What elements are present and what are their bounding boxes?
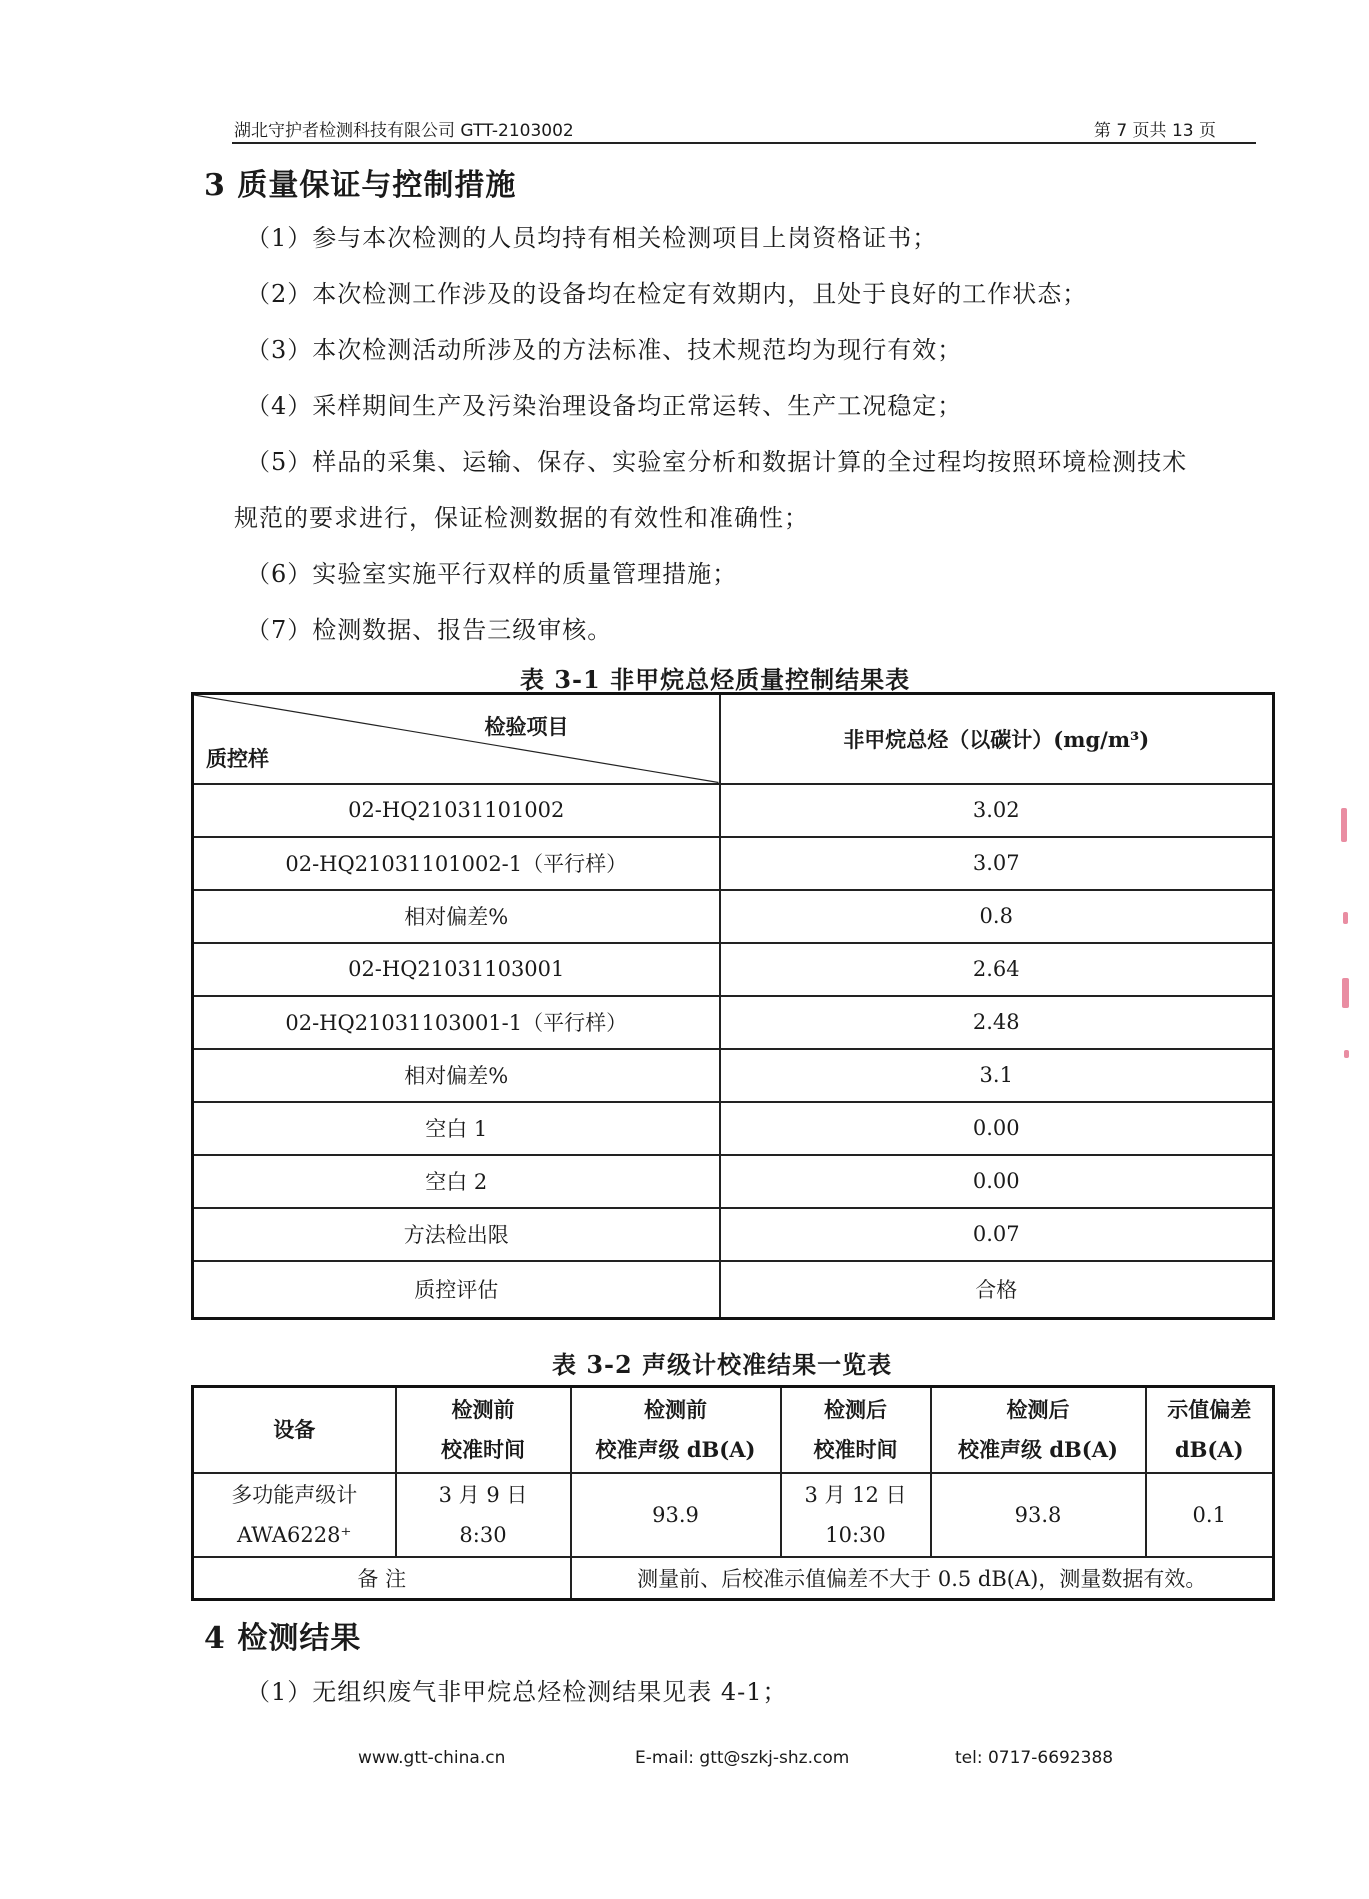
value-cell: 2.64 — [720, 943, 1274, 996]
section-3-item: （6）实验室实施平行双样的质量管理措施； — [246, 560, 738, 588]
value-cell: 3.07 — [720, 837, 1274, 890]
device-name: 多功能声级计 — [231, 1483, 358, 1507]
header-cell — [931, 1387, 1146, 1474]
table-row — [193, 996, 1274, 1049]
table-row — [193, 890, 1274, 943]
company-doc-id: 湖北守护者检测科技有限公司 GTT-2103002 — [234, 121, 574, 141]
value-cell: 0.07 — [720, 1208, 1274, 1261]
note-row — [193, 1557, 1274, 1600]
seal-fragment — [1344, 1050, 1349, 1058]
pre-date: 3 月 9 日 — [438, 1483, 528, 1507]
table-3-2 — [191, 1385, 1275, 1601]
device-cell — [193, 1473, 396, 1557]
section-3-item: （5）样品的采集、运输、保存、实验室分析和数据计算的全过程均按照环境检测技术 — [246, 448, 1188, 476]
header-cell — [571, 1387, 781, 1474]
section-4-title: 4 检测结果 — [204, 1621, 362, 1656]
sample-cell: 相对偏差% — [193, 1049, 720, 1102]
table-row — [193, 1102, 1274, 1155]
note-text: 测量前、后校准示值偏差不大于 0.5 dB(A)，测量数据有效。 — [571, 1557, 1274, 1600]
section-3-item: （1）参与本次检测的人员均持有相关检测项目上岗资格证书； — [246, 224, 938, 252]
header-cell — [781, 1387, 931, 1474]
sample-cell: 空白 2 — [193, 1155, 720, 1208]
pre-level-cell: 93.9 — [571, 1473, 781, 1557]
sample-cell: 02-HQ21031103001 — [193, 943, 720, 996]
sample-cell: 02-HQ21031103001-1（平行样） — [193, 996, 720, 1049]
section-4-item: （1）无组织废气非甲烷总烃检测结果见表 4-1； — [246, 1678, 788, 1706]
page-number: 第 7 页共 13 页 — [1093, 121, 1216, 141]
value-cell: 3.1 — [720, 1049, 1274, 1102]
pre-time-cell — [396, 1473, 571, 1557]
seal-fragment — [1343, 912, 1348, 924]
footer-phone: tel: 0717-6692388 — [955, 1748, 1114, 1768]
header-line: 校准声级 dB(A) — [958, 1437, 1118, 1462]
section-3-item: （2）本次检测工作涉及的设备均在检定有效期内，且处于良好的工作状态； — [246, 280, 1088, 308]
post-date: 3 月 12 日 — [804, 1483, 907, 1507]
section-3-item: （7）检测数据、报告三级审核。 — [246, 616, 613, 644]
sample-cell: 02-HQ21031101002-1（平行样） — [193, 837, 720, 890]
header-line: 校准时间 — [813, 1437, 898, 1462]
sample-cell: 空白 1 — [193, 1102, 720, 1155]
footer-email: E-mail: gtt@szkj-shz.com — [635, 1748, 850, 1768]
table-row — [193, 1473, 1274, 1557]
header-cell — [193, 1387, 396, 1474]
value-cell: 0.8 — [720, 890, 1274, 943]
post-time: 10:30 — [825, 1523, 886, 1547]
header-cell — [396, 1387, 571, 1474]
seal-fragment — [1341, 808, 1347, 842]
value-cell: 合格 — [720, 1261, 1274, 1319]
header-line: 校准时间 — [441, 1437, 525, 1462]
section-3-item: （4）采样期间生产及污染治理设备均正常运转、生产工况稳定； — [246, 392, 963, 420]
section-3-title: 3 质量保证与控制措施 — [204, 168, 517, 203]
header-line: 检测后 — [824, 1397, 887, 1422]
header-device: 设备 — [273, 1417, 316, 1442]
header-line: dB(A) — [1174, 1437, 1244, 1462]
table-row — [193, 1049, 1274, 1102]
note-label: 备 注 — [193, 1557, 571, 1600]
nmhc-column-header: 非甲烷总烃（以碳计）(mg/m³) — [720, 694, 1274, 784]
value-cell: 0.00 — [720, 1155, 1274, 1208]
pre-time: 8:30 — [459, 1523, 507, 1547]
value-cell: 0.00 — [720, 1102, 1274, 1155]
value-cell: 3.02 — [720, 784, 1274, 837]
page-header — [232, 114, 1256, 144]
sample-cell: 质控评估 — [193, 1261, 720, 1319]
table-header-row — [193, 1387, 1274, 1474]
post-time-cell — [781, 1473, 931, 1557]
sample-cell: 相对偏差% — [193, 890, 720, 943]
table-3-2-title: 表 3-2 声级计校准结果一览表 — [552, 1350, 893, 1379]
sample-cell: 02-HQ21031101002 — [193, 784, 720, 837]
header-line: 示值偏差 — [1167, 1397, 1252, 1422]
header-cell — [1146, 1387, 1274, 1474]
deviation-cell: 0.1 — [1146, 1473, 1274, 1557]
post-level-cell: 93.8 — [931, 1473, 1146, 1557]
table-row — [193, 784, 1274, 837]
table-row — [193, 943, 1274, 996]
table-row — [193, 837, 1274, 890]
header-line: 检测后 — [1006, 1397, 1070, 1422]
inspection-item-label: 检验项目 — [484, 714, 569, 739]
table-row — [193, 1261, 1274, 1319]
qc-sample-label: 质控样 — [206, 745, 269, 771]
section-3-item: （3）本次检测活动所涉及的方法标准、技术规范均为现行有效； — [246, 336, 963, 364]
diagonal-header-cell — [193, 694, 720, 784]
diagonal-line — [194, 695, 719, 783]
header-line: 校准声级 dB(A) — [595, 1437, 756, 1462]
sample-cell: 方法检出限 — [193, 1208, 720, 1261]
table-header-row — [193, 694, 1274, 784]
seal-fragment — [1342, 978, 1349, 1008]
table-row — [193, 1208, 1274, 1261]
header-line: 检测前 — [451, 1397, 515, 1422]
table-row — [193, 1155, 1274, 1208]
table-3-1 — [191, 692, 1275, 1320]
footer-website: www.gtt-china.cn — [358, 1748, 506, 1768]
table-3-1-title: 表 3-1 非甲烷总烃质量控制结果表 — [520, 665, 911, 694]
header-line: 检测前 — [644, 1397, 707, 1422]
section-3-item-continued: 规范的要求进行，保证检测数据的有效性和准确性； — [234, 504, 809, 532]
value-cell: 2.48 — [720, 996, 1274, 1049]
device-model: AWA6228⁺ — [236, 1523, 352, 1547]
